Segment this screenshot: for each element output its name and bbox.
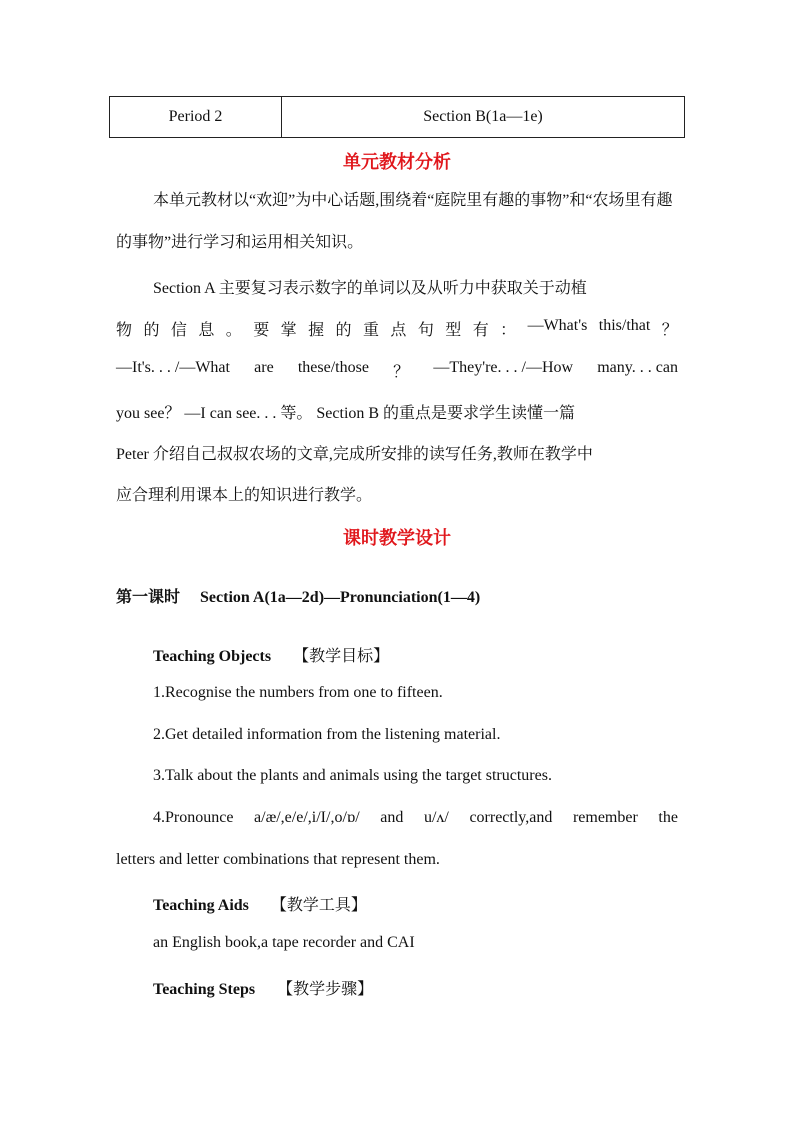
objective-item-4-line-1 xyxy=(153,809,678,827)
objective-item-3: 3.Talk about the plants and animals using the target structures. xyxy=(153,767,552,784)
lesson-heading xyxy=(116,584,480,607)
text-fragment: 的 xyxy=(143,322,160,339)
period-cell: Period 2 xyxy=(110,97,282,138)
text-fragment: 型 xyxy=(445,322,462,339)
teaching-objects-label-cn: 【教学目标】 xyxy=(293,646,390,665)
text-fragment: these/those xyxy=(297,359,369,376)
text-fragment: 要 xyxy=(253,322,270,339)
objective-item-4-line-2: letters and letter combinations that represent them. xyxy=(116,851,440,868)
text-fragment: 掌 xyxy=(280,322,297,339)
teaching-aids-label: Teaching Aids xyxy=(153,897,249,914)
text-fragment: 信 xyxy=(170,322,187,339)
lesson-heading-cn: 第一课时 xyxy=(116,587,181,606)
text-fragment: 息 xyxy=(198,322,215,339)
text-fragment: 的 xyxy=(335,322,352,339)
objective-item-2: 2.Get detailed information from the listening material. xyxy=(153,726,501,743)
text-fragment: 握 xyxy=(308,322,325,339)
section-cell: Section B(1a—1e) xyxy=(282,97,685,138)
text-fragment: this/that xyxy=(598,317,651,334)
text-fragment: 4.Pronounce xyxy=(153,809,234,826)
text-fragment: a/æ/,e/e/,i/I/,o/ɒ/ xyxy=(254,809,360,826)
paragraph-2-line-1: Section A 主要复习表示数字的单词以及从听力中获取关于动植 xyxy=(153,280,587,297)
text-fragment: —They're. . . /—How xyxy=(433,359,574,376)
unit-analysis-paragraph-1: 本单元教材以“欢迎”为中心话题,围绕着“庭院里有趣的事物”和“农场里有趣的事物”进行学习和运用相关知识。 xyxy=(116,192,673,251)
text-fragment: 有 xyxy=(472,322,489,339)
teaching-steps-label-cn: 【教学步骤】 xyxy=(277,979,374,998)
text-fragment: are xyxy=(254,359,274,376)
paragraph-2-line-4: you see？ —I can see. . . 等。 Section B 的重点是要求学生读懂一篇 xyxy=(116,405,576,422)
text-fragment: ： xyxy=(500,322,517,339)
text-fragment: —What's xyxy=(527,317,588,334)
text-fragment: and xyxy=(380,809,404,826)
period-table xyxy=(109,96,685,138)
paragraph-2-line-6: 应合理利用课本上的知识进行教学。 xyxy=(116,487,373,504)
objective-item-1: 1.Recognise the numbers from one to fifteen. xyxy=(153,684,443,701)
teaching-aids-text: an English book,a tape recorder and CAI xyxy=(153,934,415,951)
text-fragment: the xyxy=(658,809,678,826)
teaching-steps-label: Teaching Steps xyxy=(153,981,256,998)
text-fragment: 物 xyxy=(116,322,133,339)
text-fragment: ？ xyxy=(393,364,410,381)
paragraph-2-line-3 xyxy=(116,359,678,382)
text-fragment: u/ʌ/ xyxy=(423,809,449,826)
text-fragment: many. . . can xyxy=(597,359,678,376)
teaching-objects-label: Teaching Objects xyxy=(153,648,272,665)
text-fragment: correctly,and xyxy=(469,809,553,826)
text-fragment: 。 xyxy=(225,322,242,339)
text-fragment: 句 xyxy=(417,322,434,339)
text-fragment: 重 xyxy=(362,322,379,339)
lesson-heading-en: Section A(1a—2d)—Pronunciation(1—4) xyxy=(200,589,481,606)
text-fragment: —It's. . . /—What xyxy=(116,359,230,376)
teaching-aids-heading xyxy=(153,892,367,915)
text-fragment: remember xyxy=(572,809,638,826)
paragraph-2-line-2 xyxy=(116,317,678,340)
paragraph-2-line-5: Peter 介绍自己叔叔农场的文章,完成所安排的读写任务,教师在教学中 xyxy=(116,446,593,463)
lesson-design-title: 课时教学设计 xyxy=(343,528,451,549)
teaching-objects-heading xyxy=(153,643,389,666)
text-fragment: 点 xyxy=(390,322,407,339)
unit-analysis-title: 单元教材分析 xyxy=(343,152,451,173)
text-fragment: ？ xyxy=(661,322,678,339)
teaching-aids-label-cn: 【教学工具】 xyxy=(270,895,367,914)
teaching-steps-heading xyxy=(153,976,373,999)
